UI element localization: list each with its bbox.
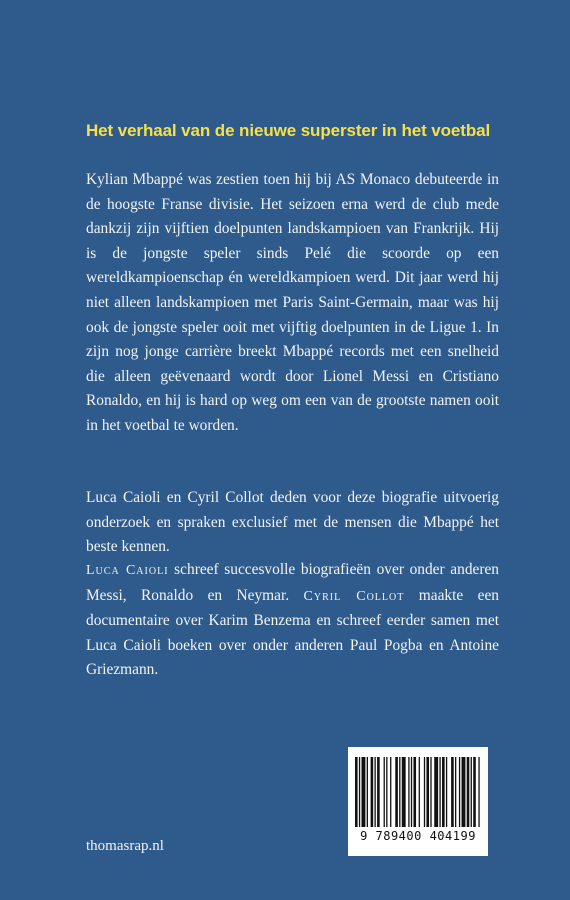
author-bio-text-2: maakte een documentaire over Karim Benzema en schreef eerder samen met Luca Caioli boeken over onder anderen Paul Pogba en Antoine Griezmann. <box>86 586 499 679</box>
barcode-bar <box>359 757 360 827</box>
author-bio-paragraph <box>86 558 499 683</box>
barcode-bar <box>442 757 445 827</box>
barcode-bar <box>424 757 425 827</box>
barcode-bar <box>459 757 460 827</box>
publisher-website: thomasrap.nl <box>86 838 164 854</box>
barcode-bar <box>355 757 358 827</box>
barcode-bar <box>451 757 454 827</box>
barcode-bar <box>439 757 440 827</box>
barcode-bar <box>384 757 385 827</box>
barcode-bar <box>402 757 406 827</box>
isbn-barcode <box>348 747 488 856</box>
blurb-paragraph-2: Luca Caioli en Cyril Collot deden voor deze biografie uitvoerig onderzoek en spraken exclusief met de mensen die Mbappé het beste kennen. <box>86 489 499 556</box>
barcode-bar <box>390 757 391 827</box>
barcode-bar <box>471 757 472 827</box>
barcode-bar <box>361 757 365 827</box>
barcode-bar <box>374 757 375 827</box>
author-name-luca-caioli: Luca Caioli <box>86 563 169 578</box>
barcode-bar <box>455 757 456 827</box>
barcode-bar <box>434 757 438 827</box>
barcode-bar <box>426 757 429 827</box>
barcode-bar <box>478 757 479 827</box>
barcode-bar <box>411 757 412 827</box>
barcode-bar <box>408 757 409 827</box>
barcode-bar <box>371 757 374 827</box>
barcode-bar <box>413 757 416 827</box>
barcode-bar <box>367 757 368 827</box>
barcode-bar <box>395 757 398 827</box>
barcode-bar <box>462 757 466 827</box>
barcode-bar <box>419 757 420 827</box>
author-name-cyril-collot: Cyril Collot <box>303 588 405 604</box>
barcode-bar <box>446 757 447 827</box>
barcode-bar <box>430 757 431 827</box>
author-bio-text-1: schreef succesvolle biografieën over onder anderen Messi, Ronaldo en Neymar. <box>86 561 499 604</box>
barcode-bar <box>467 757 470 827</box>
barcode-bar <box>377 757 380 827</box>
blurb-paragraph-1: Kylian Mbappé was zestien toen hij bij AS Monaco debuteerde in de hoogste Franse divisie. Het seizoen erna werd de club mede dankzij zijn vijftien doelpunten landskampioen van Frankrijk. Hij is de jongste speler sinds Pelé die scoorde op een wereldkampioenschap én wereldkampioen werd. Dit jaar werd hij niet alleen landskampioen met Paris Saint-Germain, maar was hij ook de jongste speler ooit met vijftig doelpunten in de Ligue 1. In zijn nog jonge carrière breekt Mbappé records met een snelheid die alleen geëvenaard wordt door Lionel Messi en Cristiano Ronaldo, en hij is hard op weg om een van de grootste namen ooit in het voetbal te worden. <box>86 171 499 434</box>
barcode-bar <box>386 757 387 827</box>
isbn-number: 9 789400 404199 <box>360 829 476 843</box>
headline: Het verhaal van de nieuwe superster in het voetbal <box>86 121 491 140</box>
barcode-bar <box>399 757 400 827</box>
barcode-bar <box>473 757 476 827</box>
barcode-bars <box>355 757 481 827</box>
